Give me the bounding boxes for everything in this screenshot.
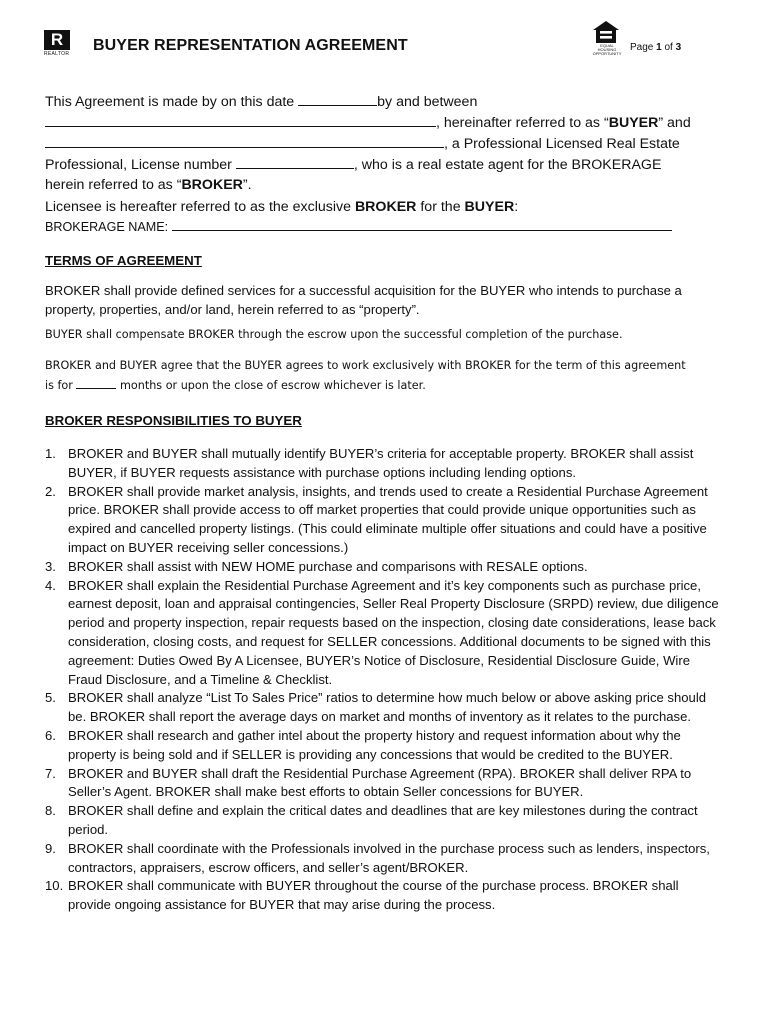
- terms-paragraph-1: BROKER shall provide defined services for a successful acquisition for the BUYER who intends to purchase a property, properties, and/or land, herein referred to as “property”.: [45, 283, 682, 317]
- list-item-number: 8.: [45, 803, 56, 819]
- license-number-field[interactable]: [236, 154, 354, 169]
- list-item-text: BROKER shall communicate with BUYER throughout the course of the purchase process. BROKER shall provide ongoing assistance for BUYER that may arise during the process.: [68, 878, 679, 913]
- intro-line-5: [45, 175, 725, 195]
- intro-line-3: [45, 133, 725, 154]
- equal-housing-icon: [592, 20, 622, 56]
- list-item: [45, 840, 725, 878]
- responsibilities-list: [45, 445, 725, 915]
- list-item-number: 10.: [45, 878, 64, 894]
- intro-text: , who is a real estate agent for the BROKERAGE: [353, 157, 662, 173]
- licensee-text: for the: [416, 199, 465, 215]
- licensee-line: [45, 197, 725, 217]
- buyer-term: BUYER: [464, 199, 515, 215]
- equal-housing-caption: EQUAL HOUSING OPPORTUNITY: [592, 43, 622, 56]
- list-item-number: 1.: [45, 446, 56, 461]
- intro-text: by and between: [377, 94, 478, 110]
- responsibilities-heading: BROKER RESPONSIBILITIES TO BUYER: [45, 413, 302, 428]
- intro-text: , a Professional Licensed Real Estate: [444, 136, 680, 152]
- page-number: [630, 42, 681, 53]
- equal-housing-house-icon: [592, 20, 620, 44]
- date-field[interactable]: [298, 91, 377, 106]
- list-item-text: BROKER shall provide market analysis, insights, and trends used to create a Residential Purchase Agreement price. BROKER shall provide access to off market properties that could provide unique opportunities such as expired and cancelled property listings. (This could eliminate multiple offer situations and could have a positive impact on BUYER receiving seller concessions.): [68, 483, 708, 555]
- term-months-field[interactable]: [76, 376, 116, 389]
- list-item: [45, 483, 725, 558]
- list-item: [45, 802, 725, 840]
- terms-text: months or upon the close of escrow whichever is later.: [116, 379, 426, 392]
- intro-line-2: [45, 112, 725, 133]
- list-item: [45, 877, 725, 915]
- intro-line-4: [45, 154, 725, 175]
- terms-text: is for: [45, 379, 77, 392]
- document-title: BUYER REPRESENTATION AGREEMENT: [93, 37, 408, 54]
- broker-term: BROKER: [181, 177, 243, 193]
- page-current: 1: [656, 42, 662, 53]
- list-item-text: BROKER shall assist with NEW HOME purchase and comparisons with RESALE options.: [68, 558, 588, 574]
- brokerage-name-row: [45, 216, 725, 237]
- list-item: [45, 765, 725, 803]
- buyer-name-field[interactable]: [45, 112, 436, 127]
- list-item-text: BROKER shall explain the Residential Purchase Agreement and it’s key components such as purchase price, earnest deposit, loan and appraisal contingencies, Seller Real Property Disclosure (SRPD) review, due diligence period and property inspection, repair requests based on the inspection, closing date considerations, lease back consideration, closing costs, and request for SELLER concessions. Additional documents to be signed with this agreement: Duties Owed By A Licensee, BUYER’s Notice of Disclosure, Residential Disclosure Guide, Wire Fraud Disclosure, and a Timeline & Checklist.: [68, 577, 719, 687]
- realtor-logo: [44, 30, 72, 56]
- terms-paragraph-3: [45, 356, 725, 396]
- intro-text: , hereinafter referred to as “: [436, 115, 609, 131]
- terms-heading: TERMS OF AGREEMENT: [45, 253, 202, 268]
- list-item: [45, 558, 725, 577]
- list-item-number: 7.: [45, 765, 56, 781]
- terms-paragraph-3-line-1: BROKER and BUYER agree that the BUYER agrees to work exclusively with BROKER for the term of this agreement: [45, 359, 686, 372]
- brokerage-name-field[interactable]: [172, 216, 672, 231]
- page-of: of: [661, 42, 676, 53]
- list-item-number: 5.: [45, 690, 56, 706]
- list-item-text: BROKER and BUYER shall draft the Residential Purchase Agreement (RPA). BROKER shall deliver RPA to Seller’s Agent. BROKER shall make best efforts to obtain Seller concessions for BUYER.: [68, 765, 692, 800]
- realtor-r-icon: R: [50, 30, 64, 49]
- licensee-name-field[interactable]: [45, 133, 444, 148]
- buyer-term: BUYER: [608, 115, 659, 131]
- list-item-text: BROKER shall research and gather intel about the property history and request information about why the property is being sold and if SELLER is providing any concessions that would be credited to the BUYER.: [68, 727, 681, 762]
- realtor-logo-caption: REALTOR: [44, 51, 70, 57]
- list-item-number: 4.: [45, 577, 56, 593]
- list-item-number: 3.: [45, 558, 56, 574]
- page-prefix: Page: [630, 42, 657, 53]
- list-item-text: BROKER shall analyze “List To Sales Price” ratios to determine how much below or above asking price should be. BROKER shall report the average days on market and months of inventory as it relates to the purchase.: [68, 690, 707, 725]
- intro-text: ”.: [242, 177, 252, 193]
- list-item-text: BROKER shall define and explain the critical dates and deadlines that are key milestones during the contract period.: [68, 803, 698, 837]
- terms-paragraph-2: BUYER shall compensate BROKER through the escrow upon the successful completion of the purchase.: [45, 328, 623, 341]
- intro-text: herein referred to as “: [45, 177, 182, 193]
- page-total: 3: [675, 42, 682, 53]
- list-item: [45, 445, 725, 483]
- intro-text: Professional, License number: [45, 157, 236, 173]
- list-item-number: 9.: [45, 840, 56, 856]
- licensee-text: Licensee is hereafter referred to as the exclusive: [45, 199, 355, 215]
- list-item: [45, 577, 725, 690]
- licensee-text: :: [514, 199, 519, 215]
- list-item-number: 2.: [45, 483, 56, 499]
- intro-line-1: [45, 91, 725, 112]
- list-item: [45, 689, 725, 727]
- brokerage-name-label: BROKERAGE NAME:: [45, 220, 172, 234]
- intro-paragraph: [45, 91, 725, 195]
- terms-paragraph-3-line-2: [45, 376, 725, 396]
- intro-text: This Agreement is made by on this date: [45, 94, 299, 110]
- broker-term: BROKER: [354, 199, 417, 215]
- list-item-text: BROKER shall coordinate with the Professionals involved in the purchase process such as lenders, inspectors, contractors, appraisers, escrow officers, and seller’s agent/BROKER.: [68, 840, 710, 875]
- list-item-text: BROKER and BUYER shall mutually identify BUYER’s criteria for acceptable property. BROKER shall assist BUYER, if BUYER requests assistance with purchase options including lending options.: [68, 446, 694, 480]
- list-item: [45, 727, 725, 765]
- list-item-number: 6.: [45, 727, 56, 743]
- intro-text: ” and: [658, 115, 691, 131]
